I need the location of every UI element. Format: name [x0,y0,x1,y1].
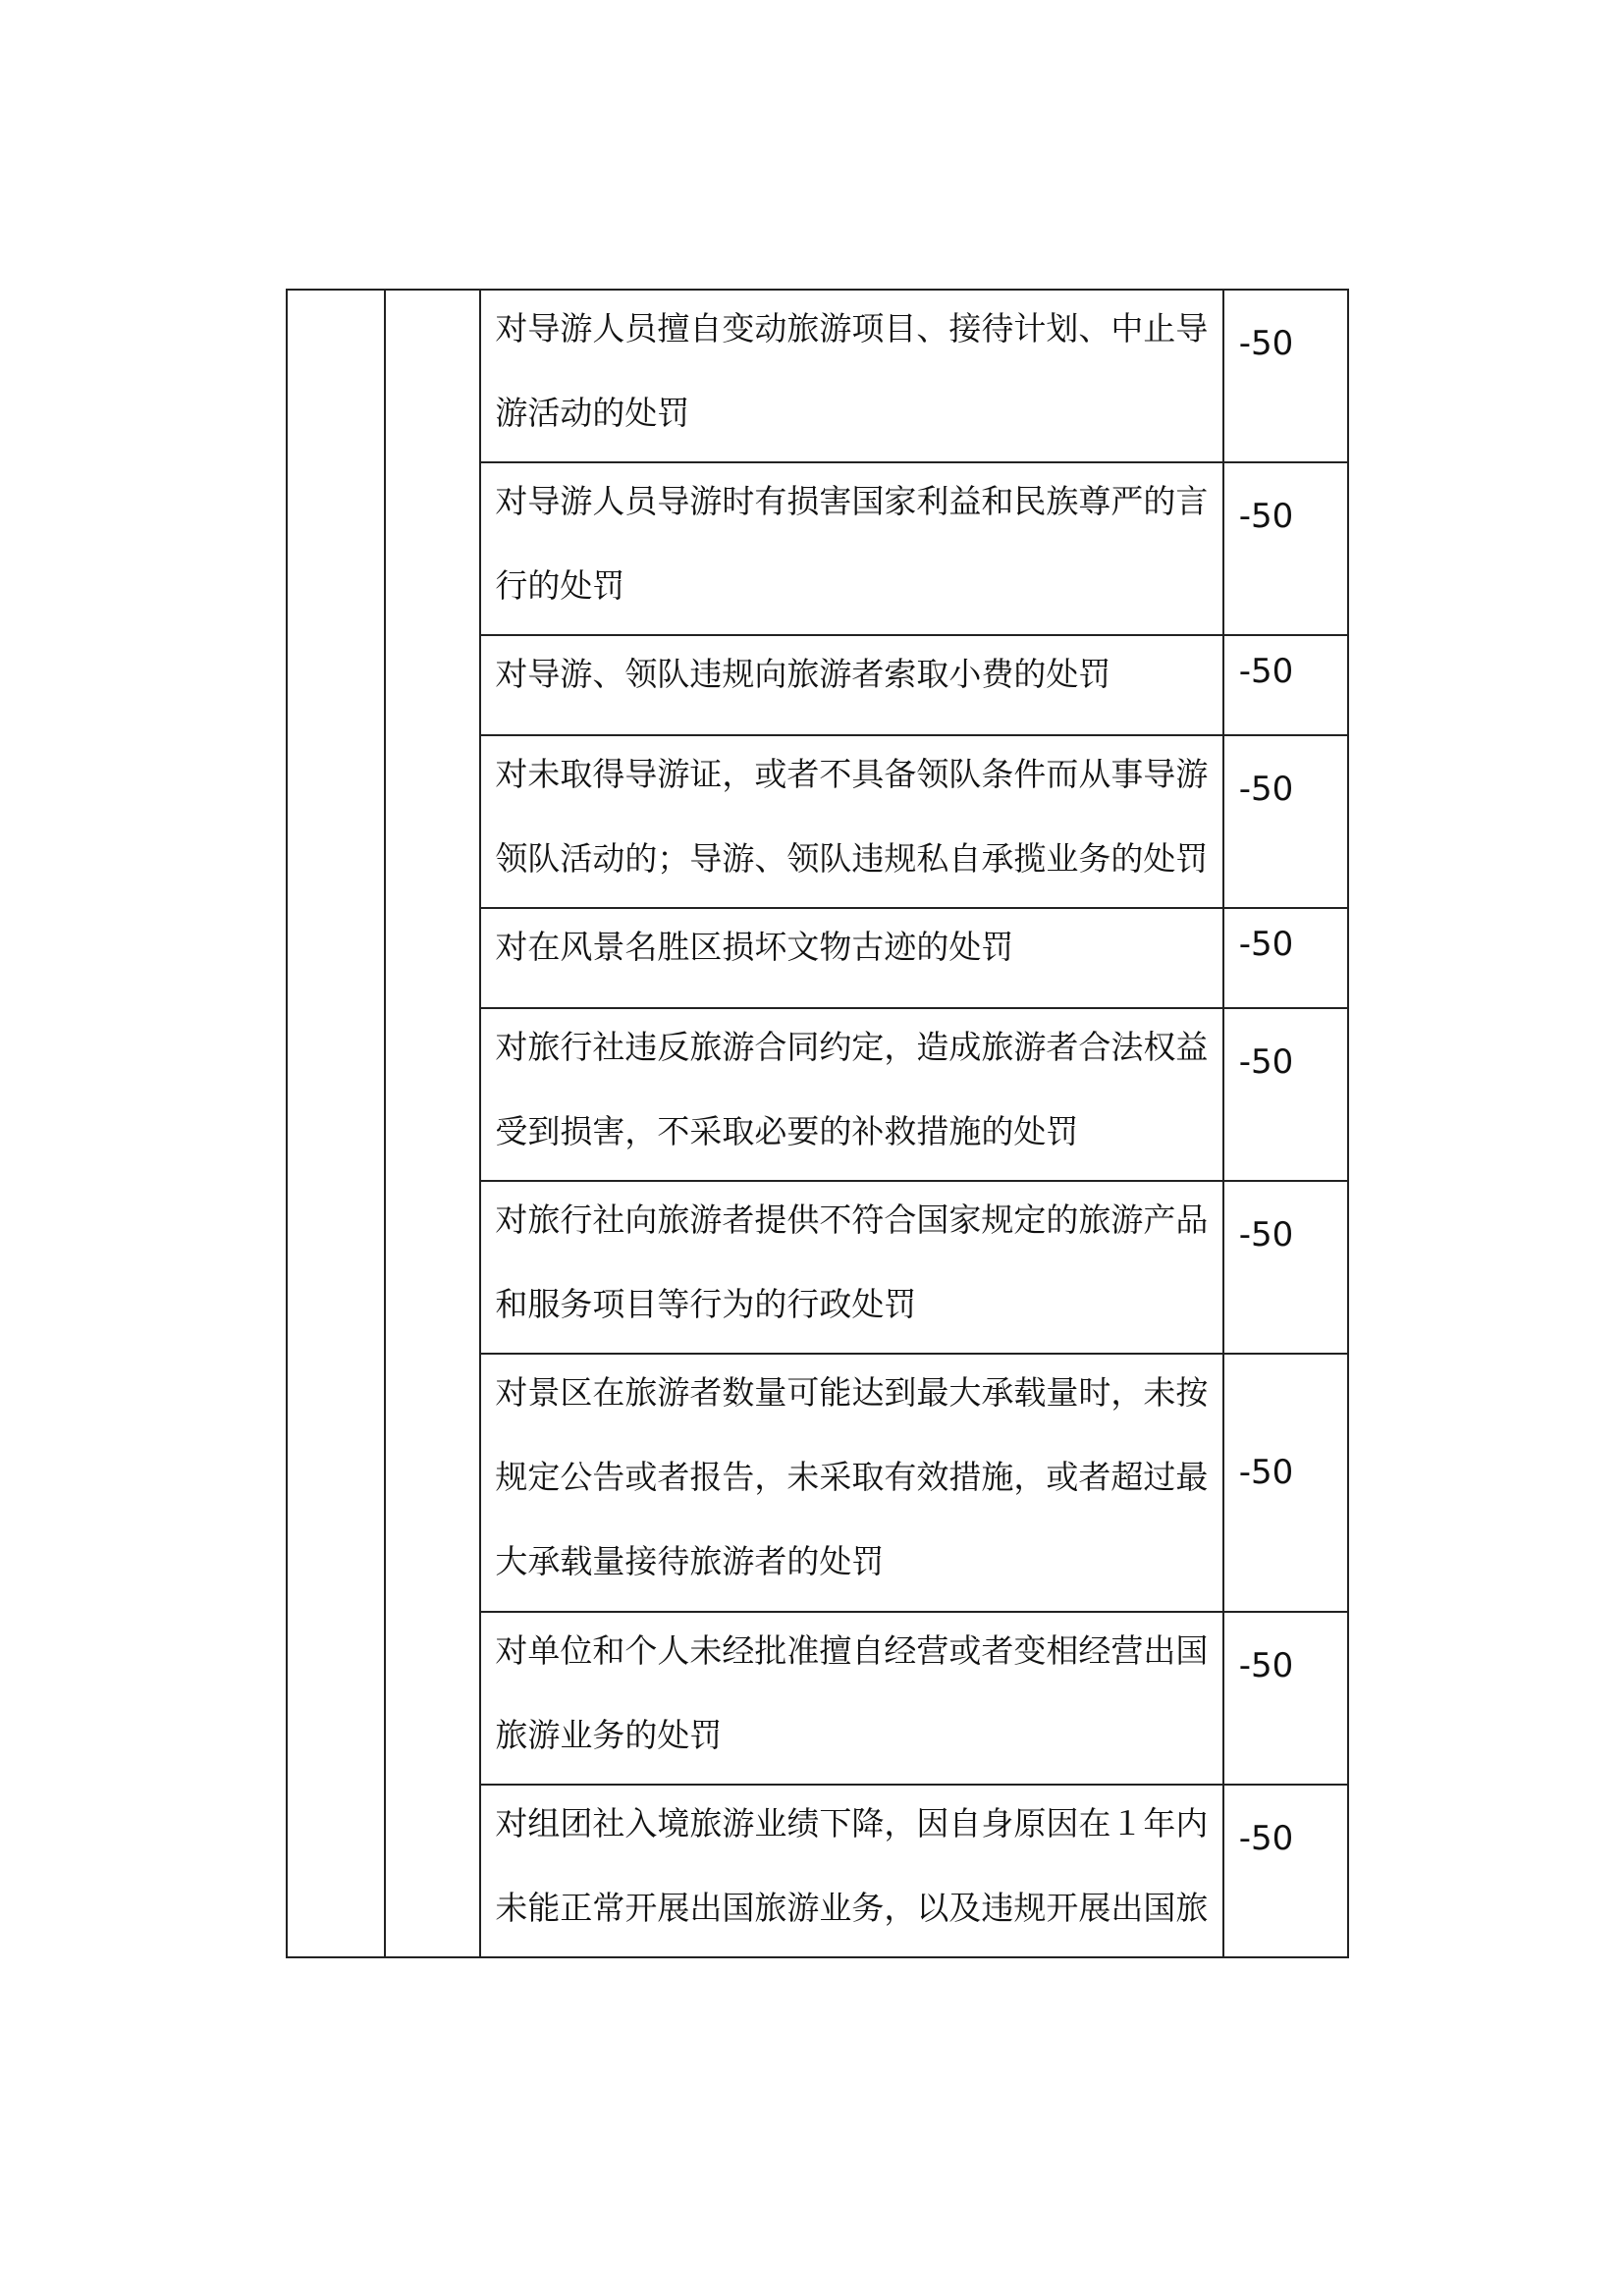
penalty-score: -50 [1238,652,1294,691]
score-cell [1223,290,1348,462]
penalty-description: 对未取得导游证，或者不具备领队条件而从事导游领队活动的；导游、领队违规私自承揽业务的处罚 [495,755,1209,878]
score-cell [1223,1785,1348,1957]
penalty-description: 对旅行社违反旅游合同约定，造成旅游者合法权益受到损害，不采取必要的补救措施的处罚 [495,1028,1209,1150]
penalty-description-cell [480,1008,1222,1181]
penalty-description-cell [480,290,1222,462]
penalty-description: 对导游、领队违规向旅游者索取小费的处罚 [495,655,1111,693]
score-cell [1223,735,1348,908]
penalty-description-cell [480,635,1222,735]
penalty-score: -50 [1238,1215,1294,1255]
score-cell [1223,635,1348,735]
score-cell [1223,1354,1348,1612]
penalty-description-cell [480,1785,1222,1957]
penalty-score: -50 [1238,1453,1294,1492]
penalty-description-cell [480,1612,1222,1785]
penalty-description: 对在风景名胜区损坏文物古迹的处罚 [495,928,1014,966]
penalty-score: -50 [1238,925,1294,964]
score-cell [1223,1181,1348,1354]
penalty-description-cell [480,462,1222,635]
penalty-score: -50 [1238,1646,1294,1685]
penalty-score: -50 [1238,1042,1294,1082]
subcategory-cell [385,290,480,1957]
penalty-description-cell [480,908,1222,1008]
category-cell [287,290,385,1957]
table-row [287,290,1348,462]
score-cell [1223,908,1348,1008]
penalty-description-cell [480,1354,1222,1612]
penalty-description: 对导游人员擅自变动旅游项目、接待计划、中止导游活动的处罚 [495,309,1209,432]
penalty-description: 对旅行社向旅游者提供不符合国家规定的旅游产品和服务项目等行为的行政处罚 [495,1201,1209,1323]
score-cell [1223,1612,1348,1785]
score-cell [1223,462,1348,635]
penalty-description: 对导游人员导游时有损害国家利益和民族尊严的言行的处罚 [495,482,1209,605]
penalty-description: 对景区在旅游者数量可能达到最大承载量时，未按规定公告或者报告，未采取有效措施，或者超过最大承载量接待旅游者的处罚 [495,1373,1209,1580]
penalty-score: -50 [1238,497,1294,536]
penalty-table [286,289,1349,1958]
score-cell [1223,1008,1348,1181]
penalty-description-cell [480,735,1222,908]
penalty-description-cell [480,1181,1222,1354]
penalty-score: -50 [1238,324,1294,363]
penalty-description: 对单位和个人未经批准擅自经营或者变相经营出国旅游业务的处罚 [495,1631,1209,1754]
penalty-score: -50 [1238,1819,1294,1858]
penalty-description: 对组团社入境旅游业绩下降，因自身原因在１年内未能正常开展出国旅游业务，以及违规开展出国旅 [495,1804,1209,1927]
penalty-score: -50 [1238,770,1294,809]
